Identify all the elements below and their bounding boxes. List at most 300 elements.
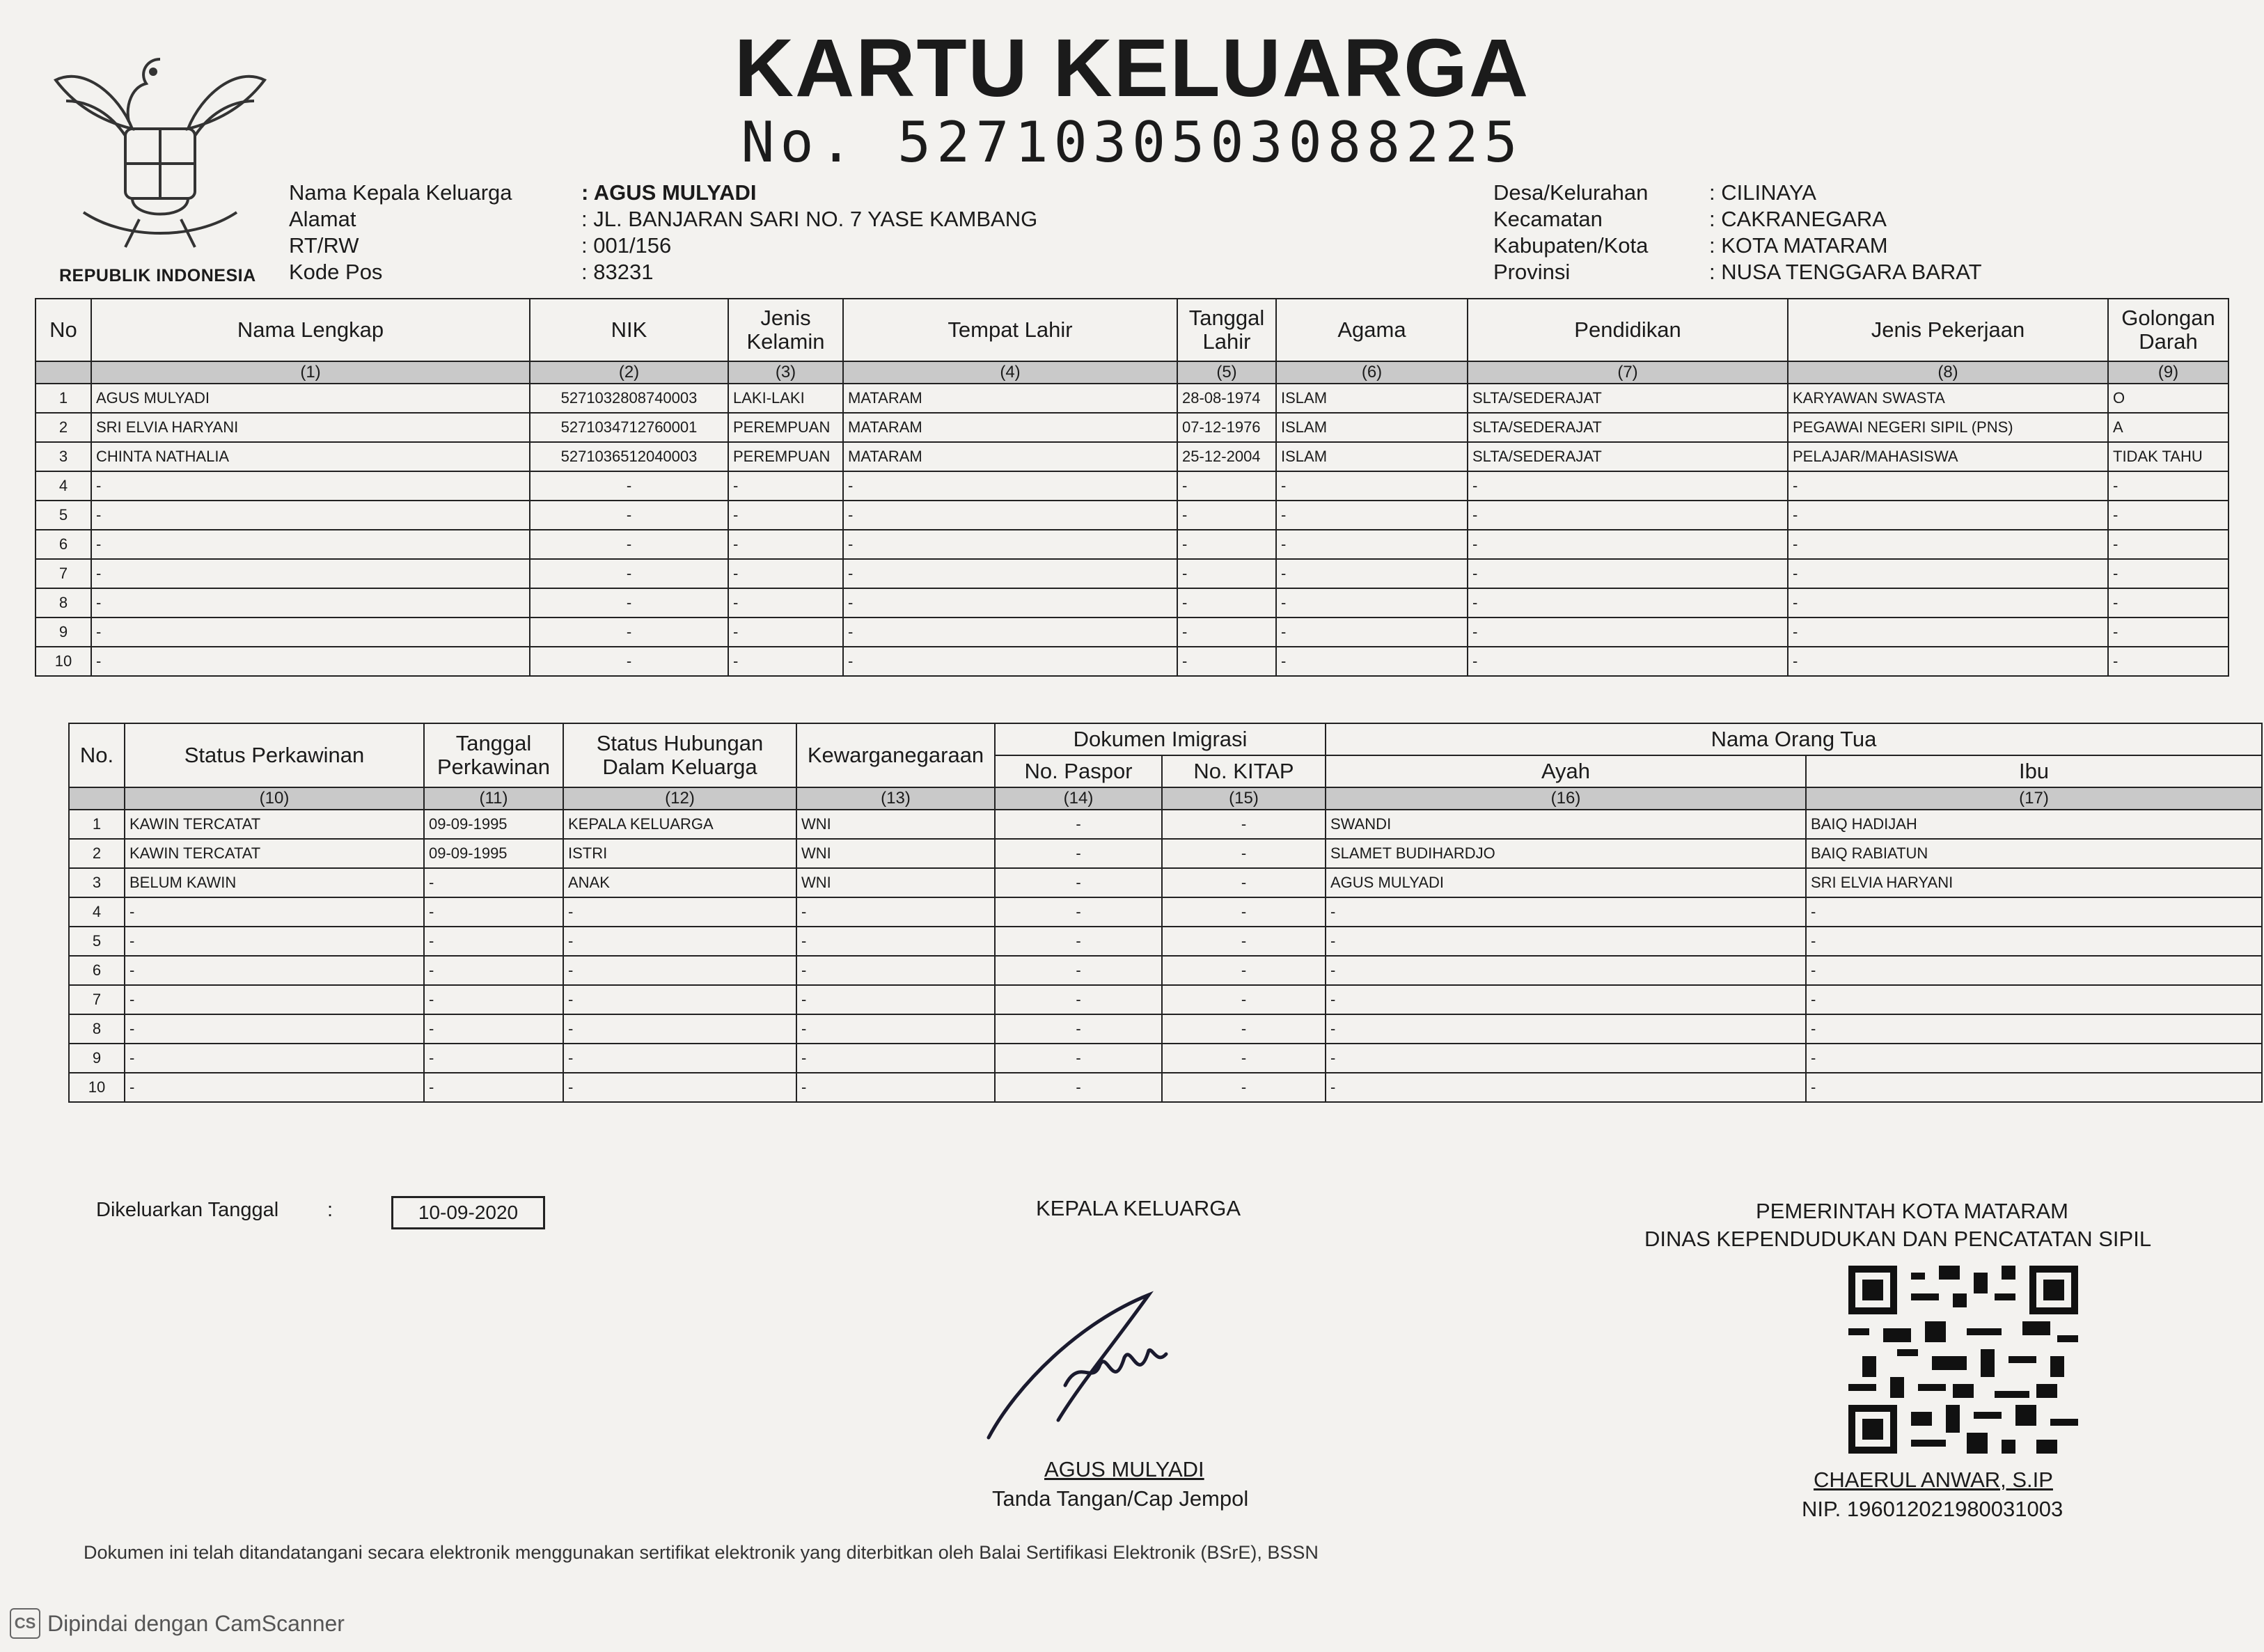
table-cell: - (563, 1073, 796, 1102)
table-cell: - (1276, 559, 1468, 588)
table-cell: SLTA/SEDERAJAT (1468, 384, 1788, 413)
table-cell: - (563, 1014, 796, 1044)
table-cell: - (424, 897, 563, 927)
table-cell: - (995, 1073, 1162, 1102)
table-cell: - (1162, 897, 1326, 927)
col-header: Pendidikan (1468, 299, 1788, 361)
table-cell: KEPALA KELUARGA (563, 810, 796, 839)
table-cell: - (728, 471, 843, 501)
signature-icon (975, 1281, 1239, 1448)
table-cell: WNI (796, 810, 995, 839)
table-cell: 10 (69, 1073, 125, 1102)
table-cell: 8 (69, 1014, 125, 1044)
col-header: Tempat Lahir (843, 299, 1177, 361)
table-cell: - (843, 501, 1177, 530)
table-cell: PEREMPUAN (728, 413, 843, 442)
col-header: No (36, 299, 91, 361)
table-cell: - (1276, 647, 1468, 676)
col-header: Golongan Darah (2108, 299, 2228, 361)
header-value: : KOTA MATARAM (1709, 233, 1888, 258)
table-cell: - (1276, 471, 1468, 501)
table-cell: - (995, 927, 1162, 956)
table-cell: - (843, 588, 1177, 617)
table-row (36, 588, 2228, 617)
header-value: : JL. BANJARAN SARI NO. 7 YASE KAMBANG (581, 207, 1038, 231)
col-number: (11) (424, 787, 563, 810)
table-cell: 5271032808740003 (530, 384, 728, 413)
table-cell: 4 (36, 471, 91, 501)
header-value: : CAKRANEGARA (1709, 207, 1887, 231)
table-cell: - (1162, 868, 1326, 897)
table-row (69, 1073, 2262, 1102)
header-row-district (1493, 206, 1982, 233)
table-cell: - (1177, 501, 1276, 530)
table-cell: - (728, 617, 843, 647)
table-cell: KAWIN TERCATAT (125, 810, 424, 839)
table-cell: - (843, 530, 1177, 559)
head-of-family-name: AGUS MULYADI (1044, 1457, 1204, 1481)
header-row-postcode (289, 259, 1037, 285)
table-cell: - (91, 617, 530, 647)
table-cell: - (1177, 647, 1276, 676)
table-cell: - (843, 647, 1177, 676)
table-cell: - (91, 530, 530, 559)
table-cell: - (530, 647, 728, 676)
table-cell: - (563, 985, 796, 1014)
table2-header-row-top (69, 723, 2262, 755)
table-cell: - (1276, 617, 1468, 647)
header-label: Kabupaten/Kota (1493, 233, 1649, 258)
header-left (289, 180, 1037, 285)
family-members-table (35, 298, 2229, 677)
table-cell: 4 (69, 897, 125, 927)
table-cell: 1 (36, 384, 91, 413)
col-header: NIK (530, 299, 728, 361)
table-cell: - (796, 985, 995, 1014)
table-cell: - (1806, 956, 2262, 985)
table-cell: 1 (69, 810, 125, 839)
table-cell: SLTA/SEDERAJAT (1468, 442, 1788, 471)
col-number: (1) (91, 361, 530, 384)
table-cell: - (125, 897, 424, 927)
table-row (69, 839, 2262, 868)
issued-label: Dikeluarkan Tanggal (96, 1199, 279, 1221)
table-cell: WNI (796, 839, 995, 868)
table-cell: CHINTA NATHALIA (91, 442, 530, 471)
col-header: Status Perkawinan (125, 723, 424, 787)
table-cell: - (1276, 501, 1468, 530)
col-header: Ayah (1326, 755, 1806, 787)
table-cell: - (530, 617, 728, 647)
table-cell: 9 (36, 617, 91, 647)
table-cell: - (1806, 1044, 2262, 1073)
col-header: No. (69, 723, 125, 787)
table-row (69, 985, 2262, 1014)
table-cell: - (1177, 471, 1276, 501)
table-cell: - (995, 868, 1162, 897)
table-cell: - (1468, 559, 1788, 588)
table-row (69, 927, 2262, 956)
table-cell: MATARAM (843, 384, 1177, 413)
table-cell: - (1177, 559, 1276, 588)
table-cell: - (424, 868, 563, 897)
table-cell: O (2108, 384, 2228, 413)
table-row (36, 501, 2228, 530)
table-cell: - (125, 1014, 424, 1044)
col-number-blank (36, 361, 91, 384)
col-header: Nama Lengkap (91, 299, 530, 361)
table-cell: PEREMPUAN (728, 442, 843, 471)
header-row-village (1493, 180, 1982, 206)
col-number: (6) (1276, 361, 1468, 384)
table-row (69, 956, 2262, 985)
header-label: Kecamatan (1493, 207, 1603, 231)
table-cell: - (796, 897, 995, 927)
table-cell: - (1276, 588, 1468, 617)
table-cell: AGUS MULYADI (91, 384, 530, 413)
table-cell: 7 (69, 985, 125, 1014)
table-cell: - (2108, 588, 2228, 617)
table-cell: 25-12-2004 (1177, 442, 1276, 471)
col-header: Dokumen Imigrasi (995, 723, 1326, 755)
table-cell: - (424, 1073, 563, 1102)
col-number: (4) (843, 361, 1177, 384)
table-cell: - (1788, 588, 2108, 617)
table-cell: - (1468, 471, 1788, 501)
table-cell: MATARAM (843, 442, 1177, 471)
col-number: (2) (530, 361, 728, 384)
col-header: Kewarganegaraan (796, 723, 995, 787)
table-cell: - (728, 588, 843, 617)
header-row-head (289, 180, 1037, 206)
table-cell: - (1162, 956, 1326, 985)
table-cell: 6 (69, 956, 125, 985)
table-cell: - (1788, 617, 2108, 647)
col-number: (5) (1177, 361, 1276, 384)
table-cell: - (1177, 617, 1276, 647)
table-cell: 5 (36, 501, 91, 530)
table-cell: - (1162, 985, 1326, 1014)
table-cell: SRI ELVIA HARYANI (1806, 868, 2262, 897)
table-cell: 09-09-1995 (424, 810, 563, 839)
table-cell: ANAK (563, 868, 796, 897)
col-header: Jenis Kelamin (728, 299, 843, 361)
col-number-blank (69, 787, 125, 810)
table-cell: 5271034712760001 (530, 413, 728, 442)
office-line2: DINAS KEPENDUDUKAN DAN PENCATATAN SIPIL (1644, 1227, 2152, 1251)
table-cell: 09-09-1995 (424, 839, 563, 868)
table-cell: - (424, 1014, 563, 1044)
col-header: Nama Orang Tua (1326, 723, 2262, 755)
head-of-family-title: KEPALA KELUARGA (1036, 1196, 1241, 1220)
table-cell: - (1788, 559, 2108, 588)
header-label: Desa/Kelurahan (1493, 180, 1649, 205)
table-cell: - (1326, 1073, 1806, 1102)
table-cell: - (995, 839, 1162, 868)
table-cell: - (125, 927, 424, 956)
table-cell: - (728, 530, 843, 559)
table-cell: ISLAM (1276, 384, 1468, 413)
table-row (36, 384, 2228, 413)
table1-header-row (36, 299, 2228, 361)
table-cell: - (424, 1044, 563, 1073)
table-cell: BELUM KAWIN (125, 868, 424, 897)
official-nip: NIP. 196012021980031003 (1802, 1497, 2063, 1521)
table-cell: - (1806, 985, 2262, 1014)
col-number: (17) (1806, 787, 2262, 810)
table-cell: MATARAM (843, 413, 1177, 442)
table-cell: - (2108, 617, 2228, 647)
table-cell: - (1788, 501, 2108, 530)
header-row-address (289, 206, 1037, 233)
table-cell: - (1326, 927, 1806, 956)
emblem-caption: REPUBLIK INDONESIA (59, 266, 256, 285)
table-cell: 5 (69, 927, 125, 956)
table-row (36, 471, 2228, 501)
header-label: Nama Kepala Keluarga (289, 180, 512, 205)
camscanner-logo-icon: CS (10, 1608, 40, 1639)
col-number: (12) (563, 787, 796, 810)
table-cell: 6 (36, 530, 91, 559)
office-line1: PEMERINTAH KOTA MATARAM (1756, 1199, 2068, 1223)
document-title: KARTU KELUARGA (734, 22, 1530, 114)
col-header: No. Paspor (995, 755, 1162, 787)
table-cell: - (125, 956, 424, 985)
table-cell: - (530, 588, 728, 617)
table-cell: - (1806, 897, 2262, 927)
table-cell: - (1177, 530, 1276, 559)
table-cell: PEGAWAI NEGERI SIPIL (PNS) (1788, 413, 2108, 442)
table-cell: 07-12-1976 (1177, 413, 1276, 442)
col-number: (3) (728, 361, 843, 384)
col-header: Ibu (1806, 755, 2262, 787)
table-cell: A (2108, 413, 2228, 442)
table-cell: - (1326, 985, 1806, 1014)
table-cell: - (796, 956, 995, 985)
table-cell: - (995, 956, 1162, 985)
table1-column-number-row (36, 361, 2228, 384)
table-cell: 3 (36, 442, 91, 471)
table-cell: AGUS MULYADI (1326, 868, 1806, 897)
table-cell: - (1468, 617, 1788, 647)
col-header: No. KITAP (1162, 755, 1326, 787)
table-row (69, 897, 2262, 927)
table-cell: - (563, 956, 796, 985)
table-cell: BAIQ HADIJAH (1806, 810, 2262, 839)
table-cell: - (728, 501, 843, 530)
table-cell: 9 (69, 1044, 125, 1073)
table-cell: ISTRI (563, 839, 796, 868)
table-cell: SWANDI (1326, 810, 1806, 839)
table-cell: KAWIN TERCATAT (125, 839, 424, 868)
table-row (36, 413, 2228, 442)
col-header: Tanggal Lahir (1177, 299, 1276, 361)
electronic-signature-disclaimer: Dokumen ini telah ditandatangani secara elektronik menggunakan sertifikat elektronik yang diterbitkan oleh Balai Sertifikasi Elektronik (BSrE), BSSN (84, 1542, 1319, 1563)
col-number: (16) (1326, 787, 1806, 810)
table-row (36, 647, 2228, 676)
header-right (1493, 180, 1982, 285)
table-cell: - (1806, 927, 2262, 956)
header-value: : AGUS MULYADI (581, 180, 757, 205)
header-value: : NUSA TENGGARA BARAT (1709, 260, 1982, 284)
table-cell: - (796, 1044, 995, 1073)
table2-column-number-row (69, 787, 2262, 810)
signature-caption: Tanda Tangan/Cap Jempol (992, 1486, 1249, 1511)
table-cell: WNI (796, 868, 995, 897)
col-number: (10) (125, 787, 424, 810)
table-cell: - (1162, 810, 1326, 839)
table-cell: - (530, 530, 728, 559)
header-value: : 83231 (581, 260, 654, 284)
header-label: RT/RW (289, 233, 359, 258)
col-header: Tanggal Perkawinan (424, 723, 563, 787)
table-row (69, 810, 2262, 839)
table-cell: - (1468, 530, 1788, 559)
table-cell: - (995, 1044, 1162, 1073)
table-cell: SLTA/SEDERAJAT (1468, 413, 1788, 442)
table-cell: - (796, 1073, 995, 1102)
table-cell: - (995, 985, 1162, 1014)
table-cell: 2 (36, 413, 91, 442)
table-cell: ISLAM (1276, 413, 1468, 442)
table-cell: 5271036512040003 (530, 442, 728, 471)
table-row (36, 442, 2228, 471)
header-row-province (1493, 259, 1982, 285)
header-label: Provinsi (1493, 260, 1571, 284)
table-cell: - (91, 501, 530, 530)
table-cell: - (843, 617, 1177, 647)
table-cell: - (1326, 1014, 1806, 1044)
table-cell: - (530, 471, 728, 501)
table-row (69, 1014, 2262, 1044)
scanner-text: Dipindai dengan CamScanner (47, 1610, 345, 1636)
header-row-city (1493, 233, 1982, 259)
table-cell: - (91, 559, 530, 588)
table-cell: KARYAWAN SWASTA (1788, 384, 2108, 413)
table-cell: SLAMET BUDIHARDJO (1326, 839, 1806, 868)
table-row (69, 868, 2262, 897)
table-cell: ISLAM (1276, 442, 1468, 471)
col-number: (9) (2108, 361, 2228, 384)
table-cell: - (1788, 471, 2108, 501)
table-cell: - (728, 647, 843, 676)
table-cell: - (125, 985, 424, 1014)
issued-colon: : (327, 1199, 333, 1221)
table-row (36, 617, 2228, 647)
table-cell: PELAJAR/MAHASISWA (1788, 442, 2108, 471)
table-cell: - (1326, 1044, 1806, 1073)
table-cell: - (563, 927, 796, 956)
table-cell: - (1162, 839, 1326, 868)
table-row (36, 530, 2228, 559)
table-cell: - (2108, 647, 2228, 676)
table-cell: - (91, 471, 530, 501)
scanner-watermark (10, 1608, 345, 1639)
marital-status-table (68, 723, 2263, 1103)
table-cell: - (1468, 588, 1788, 617)
table-cell: TIDAK TAHU (2108, 442, 2228, 471)
header-label: Kode Pos (289, 260, 383, 284)
table-cell: - (1177, 588, 1276, 617)
col-number: (14) (995, 787, 1162, 810)
document-number: No. 5271030503088225 (741, 110, 1523, 175)
table-cell: - (843, 471, 1177, 501)
table-cell: - (1468, 647, 1788, 676)
table1-body (36, 384, 2228, 676)
table-cell: - (424, 927, 563, 956)
table-cell: - (1162, 927, 1326, 956)
table-cell: - (1162, 1014, 1326, 1044)
table-cell: - (2108, 471, 2228, 501)
table-cell: - (995, 1014, 1162, 1044)
table-cell: - (424, 956, 563, 985)
header-row-rtrw (289, 233, 1037, 259)
table-cell: - (563, 1044, 796, 1073)
table-cell: - (1162, 1073, 1326, 1102)
table2-body (69, 810, 2262, 1102)
table-cell: - (1276, 530, 1468, 559)
table-cell: - (2108, 559, 2228, 588)
table-cell: - (1806, 1073, 2262, 1102)
col-header: Status Hubungan Dalam Keluarga (563, 723, 796, 787)
table-cell: - (843, 559, 1177, 588)
table-cell: - (1806, 1014, 2262, 1044)
table-cell: 3 (69, 868, 125, 897)
table-cell: - (796, 927, 995, 956)
table-cell: - (1162, 1044, 1326, 1073)
qr-code-icon (1848, 1266, 2078, 1454)
table-cell: - (2108, 501, 2228, 530)
table-cell: - (1326, 897, 1806, 927)
table-cell: - (1326, 956, 1806, 985)
table-row (69, 1044, 2262, 1073)
issued-date: 10-09-2020 (391, 1196, 545, 1229)
table-cell: BAIQ RABIATUN (1806, 839, 2262, 868)
table-cell: - (91, 647, 530, 676)
table-cell: - (995, 897, 1162, 927)
table-cell: - (424, 985, 563, 1014)
official-name: CHAERUL ANWAR, S.IP (1814, 1468, 2053, 1492)
col-number: (13) (796, 787, 995, 810)
table-cell: - (125, 1044, 424, 1073)
col-number: (8) (1788, 361, 2108, 384)
table-cell: 28-08-1974 (1177, 384, 1276, 413)
col-header: Agama (1276, 299, 1468, 361)
table-cell: - (530, 559, 728, 588)
col-number: (15) (1162, 787, 1326, 810)
table-cell: - (2108, 530, 2228, 559)
table-cell: - (1788, 647, 2108, 676)
header-value: : 001/156 (581, 233, 672, 258)
col-number: (7) (1468, 361, 1788, 384)
table-cell: 10 (36, 647, 91, 676)
table-cell: 7 (36, 559, 91, 588)
table-cell: - (995, 810, 1162, 839)
table-cell: 2 (69, 839, 125, 868)
header-label: Alamat (289, 207, 356, 231)
table-cell: 8 (36, 588, 91, 617)
table-cell: SRI ELVIA HARYANI (91, 413, 530, 442)
table-cell: - (530, 501, 728, 530)
table-cell: - (728, 559, 843, 588)
table-cell: - (1468, 501, 1788, 530)
table-row (36, 559, 2228, 588)
col-header: Jenis Pekerjaan (1788, 299, 2108, 361)
table-cell: LAKI-LAKI (728, 384, 843, 413)
table-cell: - (563, 897, 796, 927)
table-cell: - (91, 588, 530, 617)
header-value: : CILINAYA (1709, 180, 1816, 205)
